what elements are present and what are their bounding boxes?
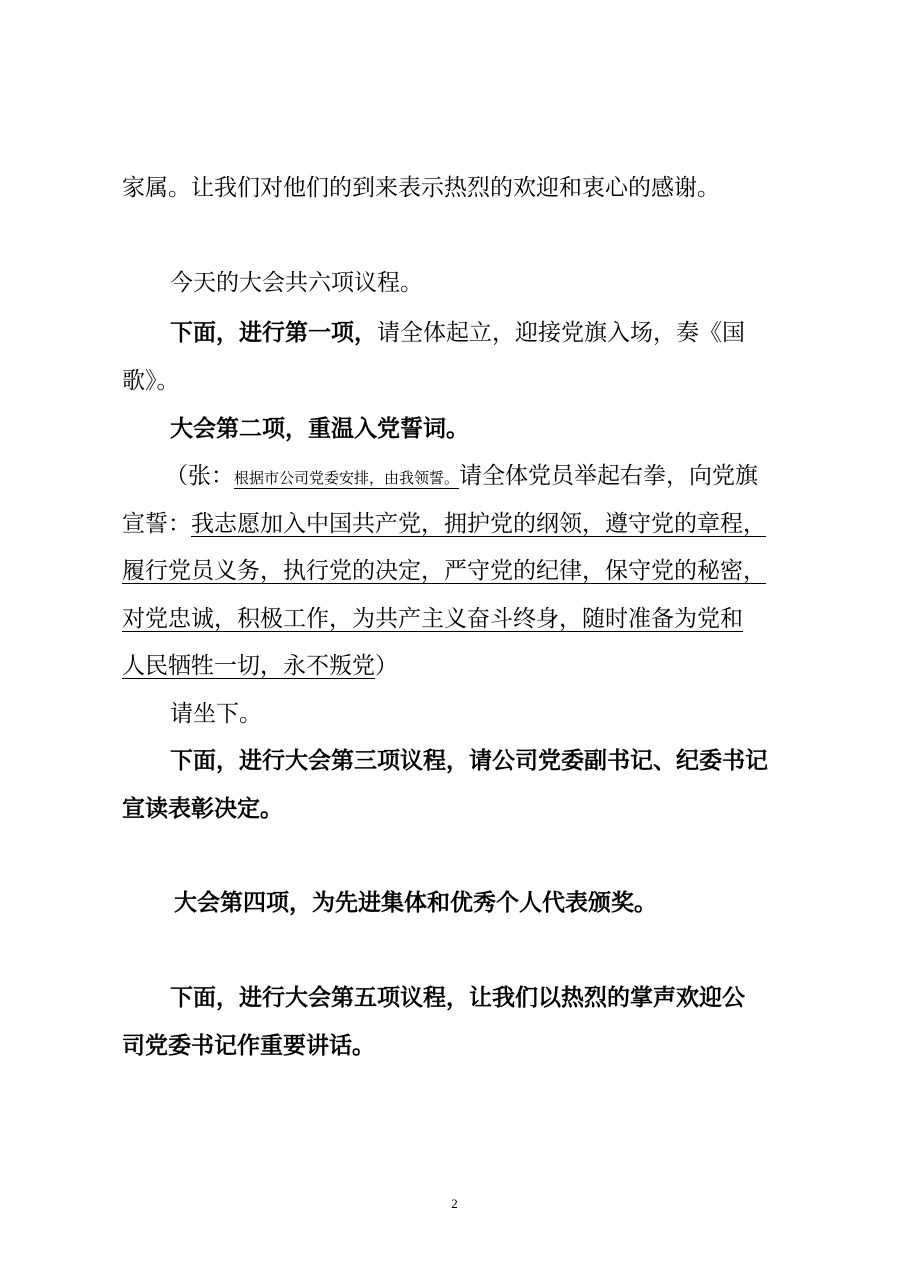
item-one-heading: 下面，进行第一项， [170, 319, 377, 346]
paragraph-oath-intro [165, 461, 758, 493]
paragraph-sit-down: 请坐下。 [170, 701, 262, 727]
oath-line-4 [122, 651, 398, 681]
item-one-text: 请全体起立，迎接党旗入场，奏《国 [377, 320, 745, 346]
paragraph-agenda-count: 今天的大会共六项议程。 [170, 270, 423, 296]
paragraph-item-three: 下面，进行大会第三项议程，请公司党委副书记、纪委书记 [170, 747, 768, 774]
paragraph-family-thanks: 家属。让我们对他们的到来表示热烈的欢迎和衷心的感谢。 [122, 175, 720, 201]
oath-line-1 [122, 509, 766, 539]
paragraph-item-five-cont: 司党委书记作重要讲话。 [122, 1032, 375, 1059]
oath-speaker: （张： [165, 463, 234, 489]
oath-arrangement-note: 根据市公司党委安排，由我领誓。 [234, 469, 460, 487]
paragraph-item-two: 大会第二项，重温入党誓词。 [170, 415, 469, 442]
paragraph-item-three-cont: 宣读表彰决定。 [122, 795, 283, 822]
paragraph-item-five: 下面，进行大会第五项议程，让我们以热烈的掌声欢迎公 [170, 984, 745, 1011]
oath-line-3: 对党忠诚，积极工作，为共产主义奋斗终身，随时准备为党和 [122, 606, 743, 632]
oath-line-2: 履行党员义务，执行党的决定，严守党的纪律，保守党的秘密， [122, 558, 766, 584]
oath-prefix: 宣誓： [122, 511, 191, 537]
page-number: 2 [451, 1196, 458, 1211]
paragraph-item-one [170, 318, 745, 348]
paragraph-item-one-cont: 歌》。 [122, 368, 180, 394]
paragraph-item-four: 大会第四项，为先进集体和优秀个人代表颁奖。 [174, 889, 657, 916]
oath-text-4: 人民牺牲一切，永不叛党 [122, 653, 375, 679]
oath-text-1: 我志愿加入中国共产党，拥护党的纲领，遵守党的章程， [191, 511, 766, 537]
oath-instruction: 请全体党员举起右拳，向党旗 [459, 463, 759, 489]
oath-close: ） [375, 653, 398, 679]
